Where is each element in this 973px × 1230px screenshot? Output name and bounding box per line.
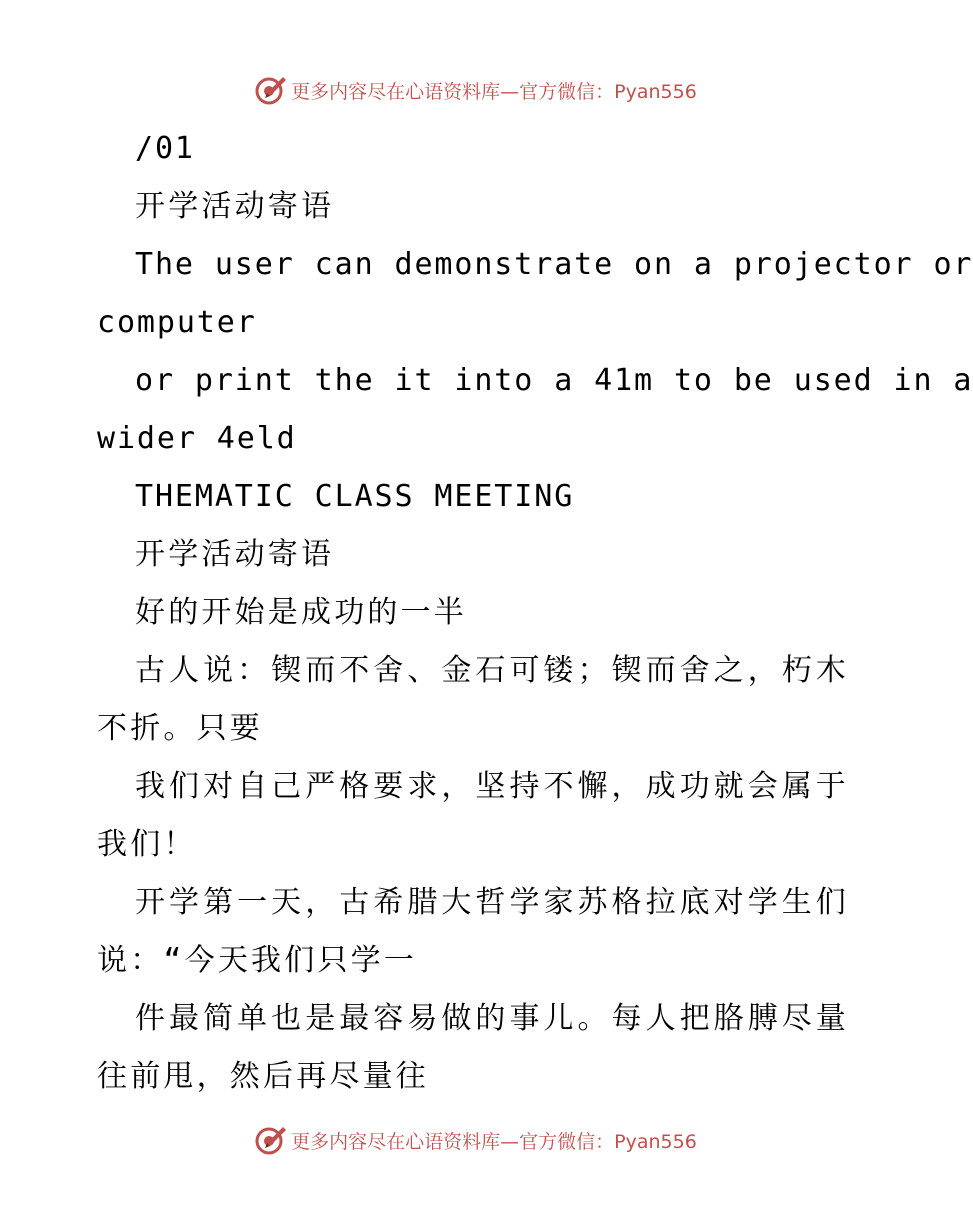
- paragraph-title: 好的开始是成功的一半: [135, 595, 467, 630]
- paragraph-line: The user can demonstrate on a projector or: [135, 247, 973, 282]
- pen-logo-icon: [253, 73, 287, 107]
- paragraph-line: 我们！: [97, 827, 197, 862]
- header-watermark: [0, 70, 950, 110]
- pen-logo-icon: [253, 1123, 287, 1157]
- paragraph-line: computer: [97, 305, 257, 340]
- paragraph-line: 不折。只要: [97, 711, 263, 746]
- paragraph-line: 开学第一天，古希腊大哲学家苏格拉底对学生们: [135, 885, 849, 920]
- paragraph-line: 件最简单也是最容易做的事儿。每人把胳膊尽量: [135, 1001, 849, 1036]
- section-number: /01: [135, 131, 195, 166]
- subheading: THEMATIC CLASS MEETING: [135, 479, 575, 514]
- document-body: [97, 120, 973, 1106]
- footer-watermark: [0, 1120, 950, 1160]
- section-heading: 开学活动寄语: [135, 537, 335, 572]
- paragraph-line: 说：“今天我们只学一: [97, 943, 418, 978]
- paragraph-line: 我们对自己严格要求，坚持不懈，成功就会属于: [135, 769, 849, 804]
- paragraph-line: 往前甩，然后再尽量往: [97, 1059, 429, 1094]
- paragraph-line: or print the it into a 41m to be used in a: [135, 363, 973, 398]
- watermark-text: 更多内容尽在心语资料库—官方微信：Pyan556: [291, 1130, 697, 1153]
- section-heading: 开学活动寄语: [135, 189, 335, 224]
- paragraph-line: wider 4eld: [97, 421, 297, 456]
- paragraph-line: 古人说：锲而不舍、金石可镂；锲而舍之，朽木: [135, 653, 849, 688]
- watermark-text: 更多内容尽在心语资料库—官方微信：Pyan556: [291, 80, 697, 103]
